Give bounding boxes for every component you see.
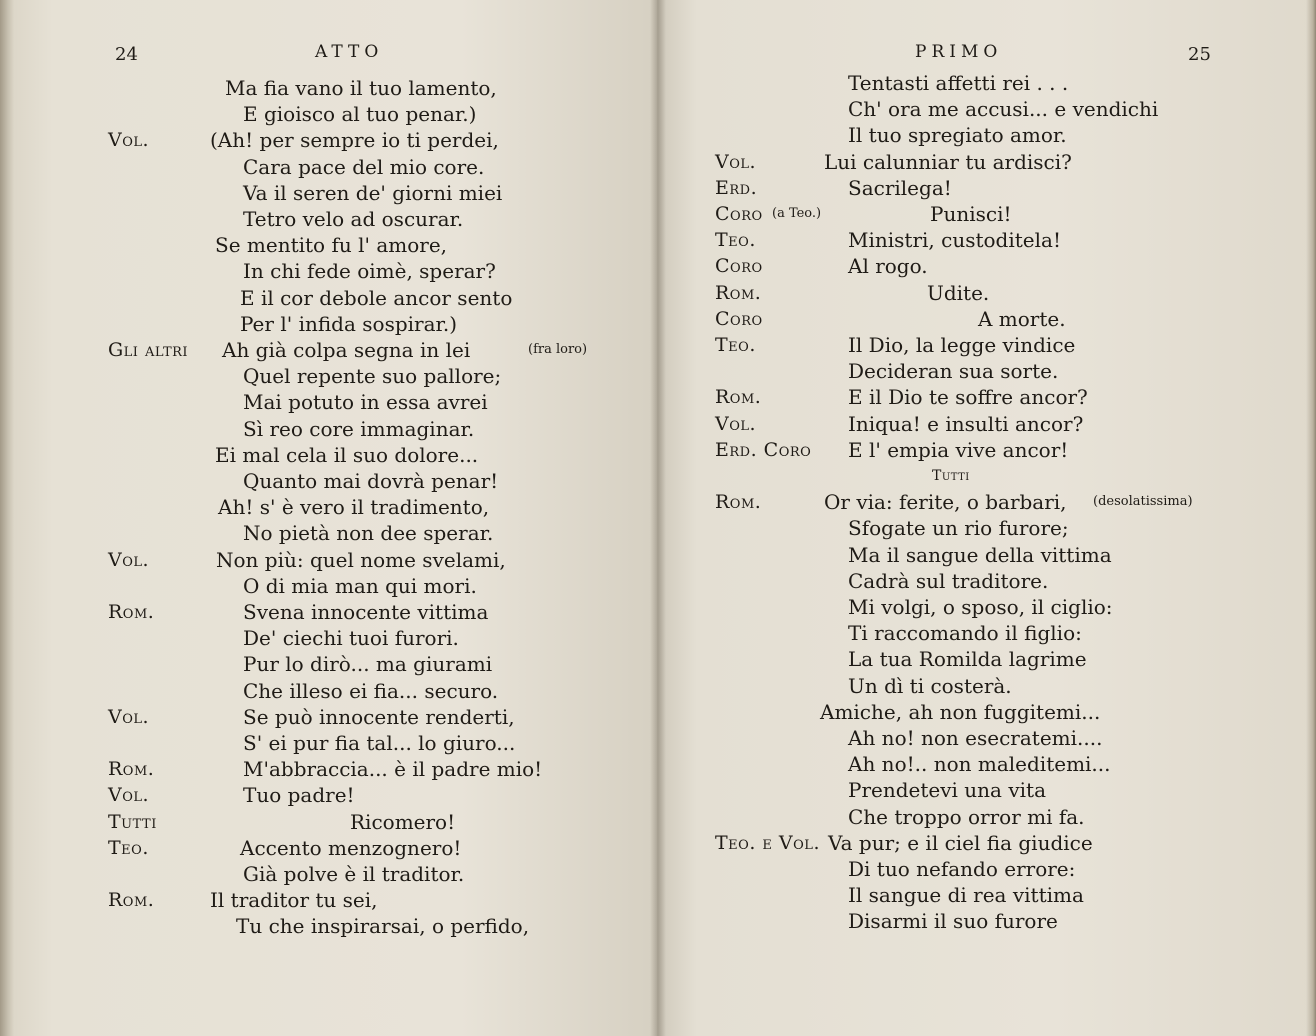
speaker-label: Teo. — [715, 229, 756, 252]
verse-line: Tutti — [932, 468, 970, 484]
right-running-head: PRIMO — [915, 42, 1003, 62]
speaker-label: Coro — [715, 203, 763, 225]
verse-line: Va pur; e il ciel fia giudice — [828, 830, 1093, 855]
verse-line: Ah no! non esecratemi.... — [848, 726, 1103, 750]
verse-line: Sì reo core immaginar. — [243, 416, 475, 441]
verse-line: E gioisco al tuo penar.) — [243, 102, 477, 127]
verse-line: Che troppo orror mi fa. — [848, 804, 1085, 829]
verse-line: De' ciechi tuoi furori. — [243, 626, 459, 651]
verse-line: E il cor debole ancor sento — [240, 285, 513, 310]
speaker-label: Vol. — [715, 412, 757, 435]
verse-line: Iniqua! e insulti ancor? — [848, 411, 1084, 436]
verse-line: Se può innocente renderti, — [243, 704, 515, 729]
verse-line: Accento menzognero! — [240, 835, 462, 860]
verse-line: Quel repente suo pallore; — [243, 364, 502, 389]
verse-line: No pietà non dee sperar. — [243, 521, 494, 546]
right-page-edge — [1306, 0, 1316, 1036]
verse-line: M'abbraccia... è il padre mio! — [243, 757, 543, 782]
speaker-label: Rom. — [108, 758, 155, 781]
verse-line: Sacrilega! — [848, 175, 952, 200]
stage-direction: (desolatissima) — [1093, 494, 1193, 510]
speaker-label: Rom. — [715, 281, 762, 304]
speaker-label: Coro — [715, 307, 763, 330]
verse-line: Cadrà sul traditore. — [848, 568, 1049, 593]
verse-line: Che illeso ei fia... securo. — [243, 678, 499, 703]
left-running-head: ATTO — [315, 42, 384, 62]
speaker-stage-note: (a Teo.) — [772, 206, 822, 221]
verse-line: Svena innocente vittima — [243, 600, 489, 624]
verse-line: Il sangue di rea vittima — [848, 883, 1084, 908]
verse-line: Al rogo. — [848, 254, 928, 279]
speaker-label: Vol. — [108, 705, 150, 728]
verse-line: Quanto mai dovrà penar! — [243, 469, 499, 493]
verse-line: S' ei pur fia tal... lo giuro... — [243, 731, 516, 755]
verse-line: Ah già colpa segna in lei — [222, 338, 471, 362]
verse-line: Mi volgi, o sposo, il ciglio: — [848, 595, 1113, 619]
verse-line: Ch' ora me accusi... e vendichi — [848, 97, 1159, 122]
verse-line: Tentasti affetti rei . . . — [848, 71, 1069, 95]
verse-line: Mai potuto in essa avrei — [243, 390, 488, 415]
verse-line: E l' empia vive ancor! — [848, 437, 1069, 462]
speaker-label: Erd. Coro — [715, 438, 812, 461]
verse-line: Ricomero! — [350, 809, 456, 834]
verse-line: Pur lo dirò... ma giurami — [243, 652, 493, 677]
verse-line: Tetro velo ad oscurar. — [243, 207, 464, 231]
verse-line: Di tuo nefando errore: — [848, 857, 1076, 881]
speaker-label: Teo. — [715, 334, 756, 356]
speaker-label: Vol. — [715, 150, 757, 173]
speaker-label: Tutti — [108, 810, 157, 833]
speaker-label: Erd. — [715, 176, 758, 199]
speaker-label: Rom. — [715, 386, 762, 409]
verse-line: O di mia man qui mori. — [243, 573, 477, 598]
speaker-label: Gli altri — [108, 339, 189, 361]
verse-line: Disarmi il suo furore — [848, 909, 1058, 934]
right-page-number: 25 — [1188, 44, 1211, 65]
verse-line: La tua Romilda lagrime — [848, 647, 1087, 672]
verse-line: Ma fia vano il tuo lamento, — [225, 76, 497, 100]
verse-line: Non più: quel nome svelami, — [216, 547, 506, 572]
verse-line: Ministri, custoditela! — [848, 228, 1061, 253]
verse-line: (Ah! per sempre io ti perdei, — [210, 128, 499, 153]
verse-line: Punisci! — [930, 202, 1012, 226]
verse-line: Il Dio, la legge vindice — [848, 333, 1076, 357]
book-gutter — [650, 0, 666, 1036]
verse-line: Ti raccomando il figlio: — [848, 621, 1082, 646]
speaker-label: Teo. e Vol. — [715, 831, 820, 854]
stage-direction: (fra loro) — [528, 342, 588, 357]
speaker-label: Teo. — [108, 836, 149, 859]
verse-line: Ah no!.. non maleditemi... — [848, 752, 1111, 777]
speaker-label: Vol. — [108, 129, 150, 152]
verse-line: Prendetevi una vita — [848, 778, 1046, 803]
speaker-label: Rom. — [108, 601, 155, 623]
verse-line: Il tuo spregiato amor. — [848, 123, 1067, 148]
speaker-label: Vol. — [108, 548, 150, 571]
verse-line: Se mentito fu l' amore, — [215, 233, 448, 258]
speaker-label: Coro — [715, 255, 763, 278]
speaker-label: Rom. — [715, 491, 762, 514]
verse-line: Va il seren de' giorni miei — [243, 180, 503, 205]
left-page-edge — [0, 0, 14, 1036]
verse-line: Il traditor tu sei, — [210, 888, 378, 913]
verse-line: Sfogate un rio furore; — [848, 516, 1069, 541]
verse-line: Ah! s' è vero il tradimento, — [218, 495, 490, 520]
verse-line: E il Dio te soffre ancor? — [848, 385, 1088, 410]
verse-line: Amiche, ah non fuggitemi... — [820, 699, 1101, 724]
verse-line: Or via: ferite, o barbari, — [824, 490, 1067, 515]
speaker-label: Vol. — [108, 784, 150, 807]
verse-line: Per l' infida sospirar.) — [240, 311, 458, 336]
verse-line: In chi fede oimè, sperar? — [243, 259, 496, 284]
verse-line: Ei mal cela il suo dolore... — [215, 442, 479, 467]
speaker-label: Rom. — [108, 889, 155, 912]
verse-line: Un dì ti costerà. — [848, 673, 1012, 698]
left-page-number: 24 — [115, 44, 138, 65]
verse-line: Ma il sangue della vittima — [848, 542, 1112, 567]
verse-line: Lui calunniar tu ardisci? — [824, 149, 1072, 174]
verse-line: Cara pace del mio core. — [243, 154, 485, 179]
verse-line: Tu che inspirarsai, o perfido, — [236, 914, 530, 939]
verse-line: Decideran sua sorte. — [848, 359, 1059, 384]
verse-line: A morte. — [978, 306, 1066, 331]
verse-line: Già polve è il traditor. — [243, 862, 465, 886]
verse-line: Udite. — [927, 280, 990, 305]
verse-line: Tuo padre! — [243, 783, 355, 808]
